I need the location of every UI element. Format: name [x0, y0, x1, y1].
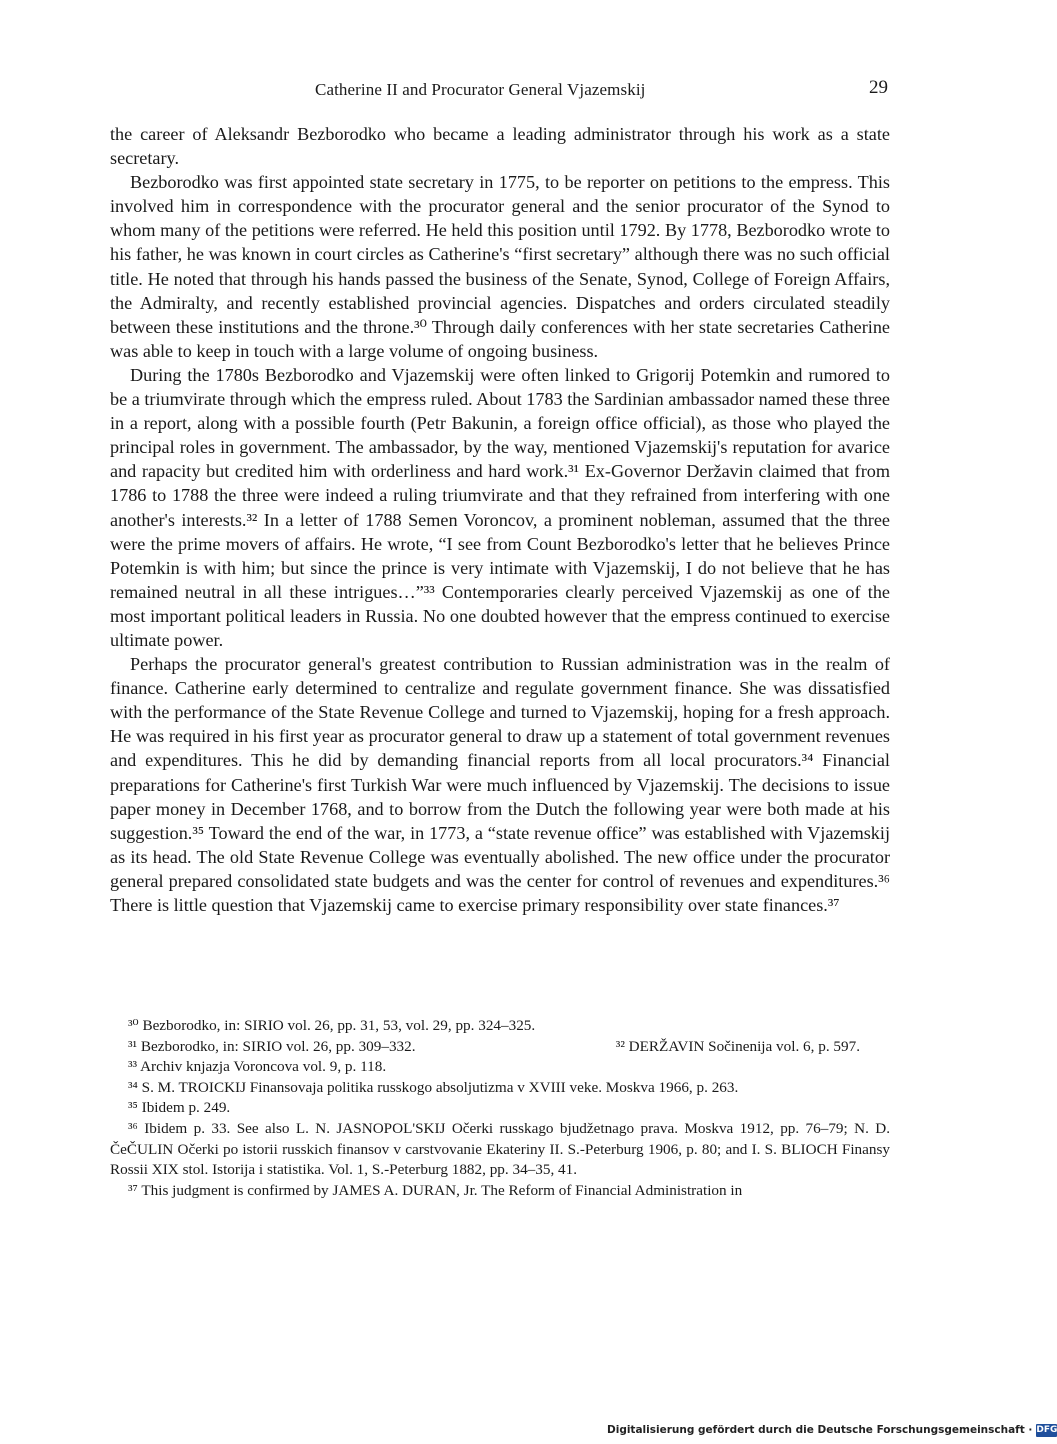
footnote-36: ³⁶ Ibidem p. 33. See also L. N. JASNOPOL'SKIJ Očerki russkago bjudžetnago prava. Moskva 1912, pp. 76–79; N. D. ČeČULIN Očerki po istorii russkich finansov v carstvovanie Ekateriny II. S.-Peterburg 1906, p. 80; and I. S. BLIOCH Finansy Rossii XIX stol. Istorija i statistika. Vol. 1, S.-Peterburg 1882, pp. 34–35, 41.	[110, 1119, 890, 1179]
paragraph-finance: Perhaps the procurator general's greatest contribution to Russian administration was in the realm of finance. Catherine early determined to centralize and regulate government finance. She was dissatisfied with the performance of the State Revenue College and turned to Vjazemskij, hoping for a fresh approach. He was required in his first year as procurator general to draw up a statement of total government revenues and expenditures. This he did by demanding financial reports from all local procurators.³⁴ Financial preparations for Catherine's first Turkish War were much influenced by Vjazemskij. The decisions to issue paper money in December 1768, and to borrow from the Dutch the following year were both made at his suggestion.³⁵ Toward the end of the war, in 1773, a “state revenue office” was established with Vjazemskij as its head. The old State Revenue College was eventually abolished. The new office under the procurator general prepared consolidated state budgets and was the center for control of revenues and expenditures.³⁶ There is little question that Vjazemskij came to exercise primary responsibility over state finances.³⁷	[110, 654, 890, 915]
running-head	[110, 77, 890, 106]
digitization-credit	[607, 1422, 1057, 1438]
footnote-30: ³⁰ Bezborodko, in: SIRIO vol. 26, pp. 31, 53, vol. 29, pp. 324–325.	[128, 1017, 536, 1034]
running-title: Catherine II and Procurator General Vjazemskij	[315, 80, 646, 99]
footnotes	[110, 1016, 890, 1201]
footnote-31: ³¹ Bezborodko, in: SIRIO vol. 26, pp. 309–332.	[128, 1037, 416, 1055]
body-text	[110, 122, 890, 917]
footnote-32: ³² DERŽAVIN Sočinenija vol. 6, p. 597.	[615, 1037, 860, 1055]
credit-text: Digitalisierung gefördert durch die Deutsche Forschungsgemeinschaft ·	[607, 1424, 1033, 1436]
page-number: 29	[869, 77, 888, 98]
footnote-33: ³³ Archiv knjazja Voroncova vol. 9, p. 118.	[128, 1058, 387, 1076]
paragraph-continued: the career of Aleksandr Bezborodko who became a leading administrator through his work as a state secretary.	[110, 124, 890, 169]
footnote-row-31-32	[110, 1037, 890, 1058]
footnote-34: ³⁴ S. M. TROICKIJ Finansovaja politika russkogo absoljutizma v XVIII veke. Moskva 1966, p. 263.	[128, 1078, 739, 1096]
footnote-37: ³⁷ This judgment is confirmed by JAMES A. DURAN, Jr. The Reform of Financial Administration in	[128, 1181, 743, 1199]
paragraph-bezborodko: Bezborodko was first appointed state secretary in 1775, to be reporter on petitions to the empress. This involved him in correspondence with the procurator general and the senior procurator of the Synod to whom many of the petitions were referred. He held this position until 1792. By 1778, Bezborodko wrote to his father, he was known in court circles as Catherine's “first secretary” although there was no such official title. He noted that through his hands passed the business of the Senate, Synod, College of Foreign Affairs, the Admiralty, and recently established provincial agencies. Dispatches and orders circulated steadily between these institutions and the throne.³⁰ Through daily conferences with her state secretaries Catherine was able to keep in touch with a large volume of ongoing business.	[110, 172, 890, 361]
footnote-35: ³⁵ Ibidem p. 249.	[128, 1099, 231, 1117]
paragraph-triumvirate: During the 1780s Bezborodko and Vjazemskij were often linked to Grigorij Potemkin and rumored to be a triumvirate through which the empress ruled. About 1783 the Sardinian ambassador named these three in a report, along with a possible fourth (Petr Bakunin, a foreign office official), as those who played the principal roles in government. The ambassador, by the way, mentioned Vjazemskij's reputation for avarice and rapacity but credited him with orderliness and hard work.³¹ Ex-Governor Deržavin claimed that from 1786 to 1788 the three were indeed a ruling triumvirate and that they refrained from interfering with one another's interests.³² In a letter of 1788 Semen Voroncov, a prominent nobleman, assumed that the three were the prime movers of affairs. He wrote, “I see from Count Bezborodko's letter that he believes Prince Potemkin is with him; but since the prince is very intimate with Vjazemskij, I do not believe that he has remained neutral in all these intrigues…”³³ Contemporaries clearly perceived Vjazemskij as one of the most important political leaders in Russia. No one doubted however that the empress continued to exercise ultimate power.	[110, 364, 890, 650]
dfg-logo: DFG	[1036, 1424, 1057, 1435]
